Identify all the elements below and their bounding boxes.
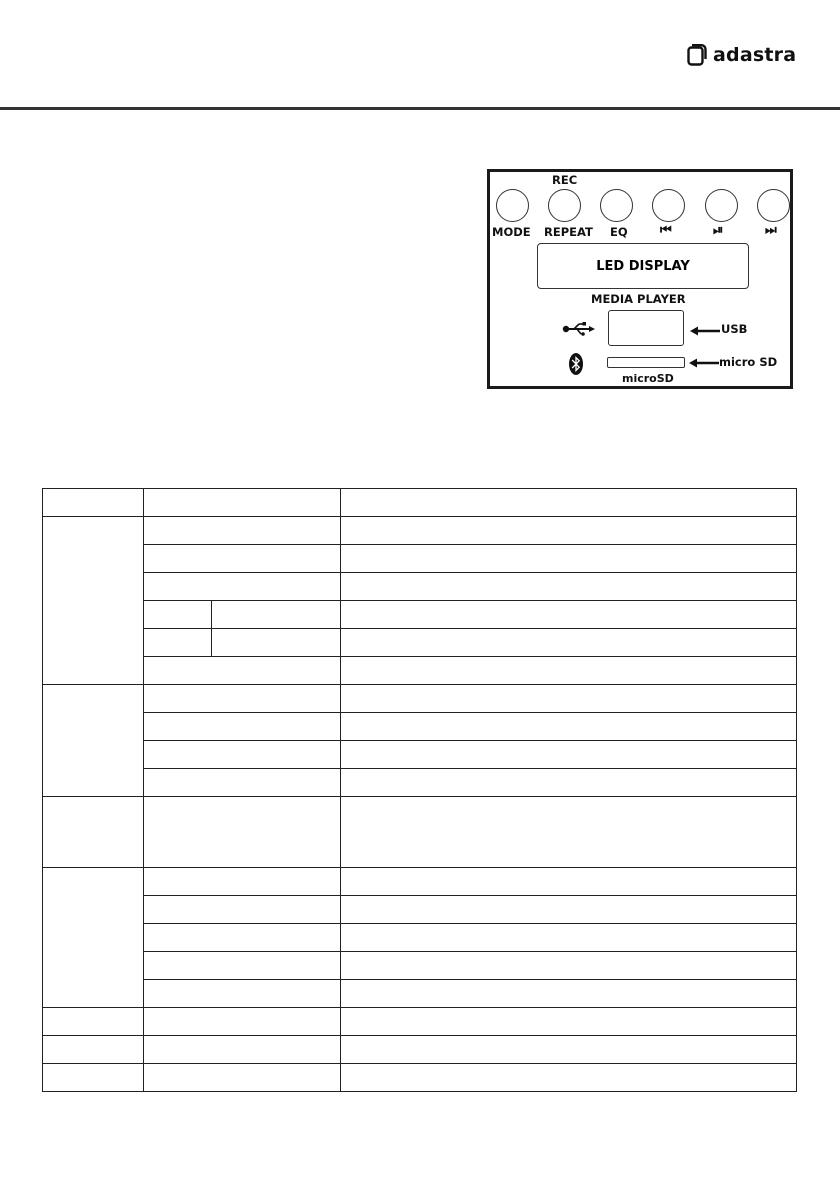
- previous-icon: ⏮: [660, 223, 672, 238]
- table-row: [43, 629, 797, 657]
- table-cell: [341, 685, 797, 713]
- table-cell: [43, 1064, 144, 1092]
- table-row: [43, 1064, 797, 1092]
- next-button: [757, 189, 790, 222]
- table-cell: [341, 980, 797, 1008]
- led-display-label: LED DISPLAY: [596, 258, 690, 274]
- table-cell: [144, 1008, 341, 1036]
- table-cell: [144, 741, 341, 769]
- table-cell: [341, 1036, 797, 1064]
- table-cell: [144, 1064, 341, 1092]
- media-player-panel-diagram: [487, 169, 793, 389]
- table-cell: [144, 1036, 341, 1064]
- previous-button: [652, 189, 685, 222]
- repeat-button: [548, 189, 581, 222]
- repeat-label: REPEAT: [544, 225, 593, 239]
- arrow-left-icon: [690, 326, 720, 336]
- eq-button: [600, 189, 633, 222]
- table-row: [43, 797, 797, 868]
- table-row: [43, 1036, 797, 1064]
- table-cell: [144, 601, 212, 629]
- table-row: [43, 685, 797, 713]
- table-cell: [144, 713, 341, 741]
- table-cell: [212, 601, 341, 629]
- table-cell: [43, 1036, 144, 1064]
- table-cell: [144, 629, 212, 657]
- media-player-label: MEDIA PLAYER: [591, 292, 686, 306]
- table-cell: [212, 629, 341, 657]
- micro-sd-label: micro SD: [719, 355, 778, 369]
- specifications-table: [42, 488, 797, 1092]
- microsd-slot: [607, 357, 685, 368]
- arrow-left-icon: [689, 358, 719, 368]
- table-cell: [43, 517, 144, 685]
- table-cell: [341, 601, 797, 629]
- table-cell: [341, 797, 797, 868]
- microsd-slot-label: microSD: [622, 372, 674, 385]
- table-cell: [341, 489, 797, 517]
- table-cell: [341, 896, 797, 924]
- bluetooth-icon: [569, 353, 583, 375]
- table-cell: [341, 741, 797, 769]
- table-cell: [341, 657, 797, 685]
- brand-name: adastra: [713, 44, 797, 66]
- table-row: [43, 868, 797, 896]
- table-row: [43, 769, 797, 797]
- table-cell: [341, 713, 797, 741]
- play-pause-button: [705, 189, 738, 222]
- adastra-logo-icon: [687, 44, 707, 66]
- led-display: [537, 243, 749, 289]
- table-cell: [144, 685, 341, 713]
- table-cell: [43, 797, 144, 868]
- table-cell: [341, 545, 797, 573]
- usb-label: USB: [721, 322, 748, 336]
- table-cell: [144, 868, 341, 896]
- table-row: [43, 896, 797, 924]
- play-pause-icon: ⏯: [713, 223, 724, 238]
- table-row: [43, 980, 797, 1008]
- table-cell: [341, 952, 797, 980]
- table-cell: [43, 868, 144, 1008]
- table-cell: [144, 924, 341, 952]
- table-row: [43, 1008, 797, 1036]
- table-row: [43, 545, 797, 573]
- table-row: [43, 924, 797, 952]
- rec-label: REC: [552, 173, 578, 187]
- usb-icon: [562, 322, 596, 336]
- table-cell: [144, 517, 341, 545]
- mode-button: [496, 189, 529, 222]
- table-row: [43, 952, 797, 980]
- next-icon: ⏭: [765, 223, 777, 238]
- table-cell: [144, 896, 341, 924]
- table-row: [43, 573, 797, 601]
- eq-label: EQ: [610, 225, 628, 239]
- table-cell: [144, 980, 341, 1008]
- table-cell: [43, 489, 144, 517]
- table-cell: [144, 769, 341, 797]
- table-cell: [341, 924, 797, 952]
- table-row: [43, 601, 797, 629]
- header-divider: [0, 107, 840, 110]
- table-cell: [144, 657, 341, 685]
- table-row: [43, 741, 797, 769]
- table-cell: [341, 868, 797, 896]
- brand-logo: [687, 43, 796, 67]
- table-cell: [144, 489, 341, 517]
- table-cell: [144, 573, 341, 601]
- table-cell: [341, 769, 797, 797]
- table-cell: [144, 545, 341, 573]
- table-cell: [43, 685, 144, 797]
- table-cell: [144, 797, 341, 868]
- table-row: [43, 657, 797, 685]
- table-cell: [341, 1008, 797, 1036]
- table-cell: [341, 517, 797, 545]
- mode-label: MODE: [492, 225, 531, 239]
- table-cell: [144, 952, 341, 980]
- table-cell: [341, 573, 797, 601]
- table-cell: [341, 629, 797, 657]
- table-row: [43, 517, 797, 545]
- table-cell: [341, 1064, 797, 1092]
- table-row: [43, 489, 797, 517]
- table-cell: [43, 1008, 144, 1036]
- table-row: [43, 713, 797, 741]
- usb-port: [608, 310, 684, 346]
